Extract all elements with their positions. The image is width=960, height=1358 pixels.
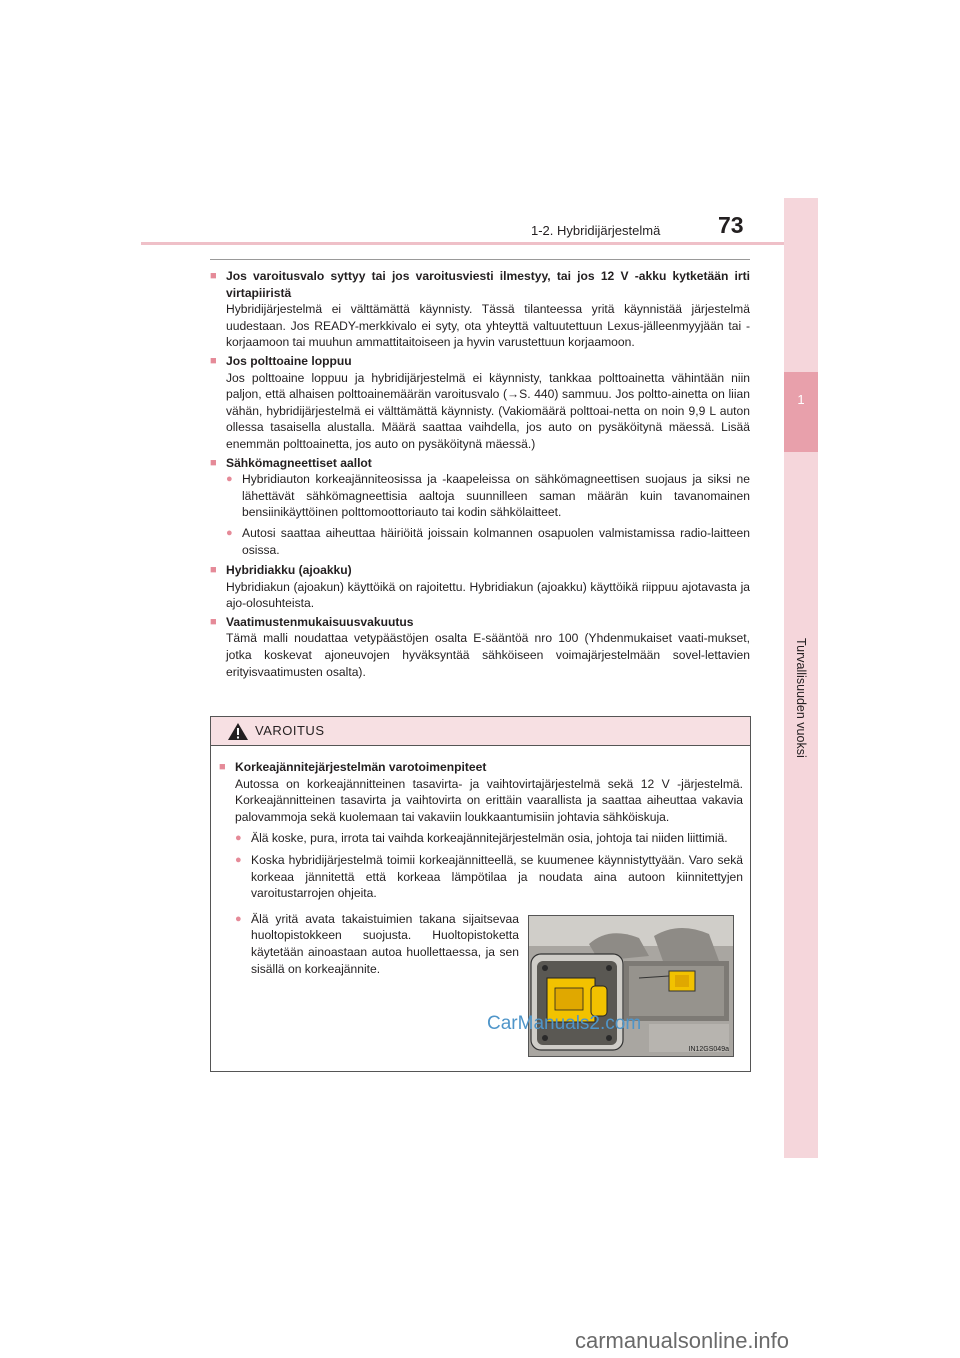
square-bullet-icon: ■	[210, 615, 217, 628]
chapter-side-tab	[784, 198, 818, 1158]
section-block	[210, 562, 750, 612]
warning-header	[211, 717, 750, 746]
section-paragraph: Tämä malli noudattaa vetypäästöjen osalta E-sääntöä nro 100 (Yhdenmukaiset vaati-mukset, jotka koskevat ajoneuvojen hyväksyntää sähköiseen voimajärjestelmään sovel-lettavien erityisvaatimusten osalta).	[226, 631, 750, 679]
section-paragraph: Jos polttoaine loppuu ja hybridijärjestelmä ei käynnisty, tankkaa polttoainetta vähintään niin paljon, että alhaisen polttoainemäärän varoitusvalo (→S. 440) sammuu. Jos poltto-ainetta on liian vähän, hybridijärjestelmä ei välttämättä käynnisty. (Vakiomäärä polttoai-netta on noin 9,9 L auton ollessa tasaisella alustalla. Määrä saattaa vaihdella, jos auto on pysäköitynä mäessä. Lisää enemmän polttoainetta, jos auto on pysäköitynä mäessä.)	[226, 370, 750, 451]
warning-box	[210, 716, 751, 1072]
section-title: 1-2. Hybridijärjestelmä	[531, 223, 661, 238]
round-bullet-icon: ●	[235, 853, 242, 866]
list-item-text: Älä koske, pura, irrota tai vaihda korkeajännitejärjestelmän osia, johtoja tai niiden liittimiä.	[251, 831, 728, 846]
content-top-rule	[210, 259, 750, 260]
section-heading	[210, 353, 750, 370]
image-code: IN12GS049a	[688, 1046, 729, 1053]
list-item-text: Hybridiauton korkeajänniteosissa ja -kaapeleissa on sähkömagneettisen suojaus ja siksi ne lähettävät sähkömagneettisia aaltoja suunnilleen saman määrän kuin tavanomainen bensiinikäyttöinen polttomoottoriauto tai kodin sähkölaitteet.	[242, 472, 750, 520]
section-block	[210, 455, 750, 559]
round-bullet-icon: ●	[235, 912, 242, 925]
section-paragraph: Hybridiakun (ajoakun) käyttöikä on rajoitettu. Hybridiakun (ajoakku) käyttöikä riippuu ajotavasta ja ajo-olosuhteista.	[226, 579, 750, 611]
section-block	[210, 353, 750, 453]
section-heading-text: Jos varoitusvalo syttyy tai jos varoitusviesti ilmestyy, tai jos 12 V -akku kytketään irti virtapiiristä	[226, 269, 750, 300]
section-heading-text: Jos polttoaine loppuu	[226, 353, 352, 368]
section-paragraph: Hybridijärjestelmä ei välttämättä käynnisty. Tässä tilanteessa yritä käynnistää järjestelmä uudestaan. Jos READY-merkkivalo ei syty, ota yhteyttä valtuutettuun Lexus-jälleenmyyjään tai -korjaamoon tai muuhun ammattitaitoiseen ja hyvin varustettuun korjaamoon.	[226, 302, 750, 350]
watermark-text: CarManuals2.com	[487, 1013, 642, 1034]
warning-title: VAROITUS	[255, 723, 325, 738]
warning-heading-text: Korkeajännitejärjestelmän varotoimenpiteet	[235, 760, 487, 774]
footer-watermark: carmanualsonline.info	[575, 1328, 790, 1353]
warning-list-item	[235, 830, 743, 847]
list-item-text: Älä yritä avata takaistuimien takana sijaitsevaa huoltopistokkeen suojusta. Huoltopistoketta käytetään ainoastaan autoa huollettaessa, ja sen sisällä on korkeajännite.	[251, 911, 519, 976]
square-bullet-icon: ■	[210, 456, 217, 469]
section-block	[210, 614, 750, 680]
square-bullet-icon: ■	[210, 354, 217, 367]
service-plug-photo	[528, 915, 734, 1057]
chapter-number-box	[784, 372, 818, 452]
list-item-text: Koska hybridijärjestelmä toimii korkeajännitteellä, se kuumenee käynnistyttyään. Varo sekä korkeaa jännitettä että korkeaa lämpötilaa ja noudata aina autoon kiinnitettyjen varoitustarrojen ohjeita.	[251, 852, 743, 901]
round-bullet-icon: ●	[226, 473, 233, 486]
square-bullet-icon: ■	[210, 564, 217, 577]
section-heading-text: Sähkömagneettiset aallot	[226, 455, 372, 470]
warning-heading	[219, 759, 743, 776]
round-bullet-icon: ●	[235, 832, 242, 845]
round-bullet-icon: ●	[226, 526, 233, 539]
list-item-text: Autosi saattaa aiheuttaa häiriöitä joissain kolmannen osapuolen valmistamissa radio-laitteen osissa.	[242, 525, 750, 557]
warning-list-item	[235, 911, 519, 977]
section-heading	[210, 455, 750, 472]
section-heading	[210, 614, 750, 631]
page-number: 73	[718, 212, 744, 238]
list-item	[226, 471, 750, 521]
header-rule	[141, 242, 784, 245]
warning-triangle-icon	[227, 722, 249, 741]
section-block	[210, 268, 750, 351]
chapter-number: 1	[797, 392, 805, 407]
section-heading	[210, 562, 750, 579]
square-bullet-icon: ■	[210, 270, 217, 282]
list-item	[226, 525, 750, 558]
section-heading-text: Vaatimustenmukaisuusvakuutus	[226, 614, 414, 629]
warning-paragraph: Autossa on korkeajännitteinen tasavirta- ja vaihtovirtajärjestelmä sekä 12 V -järjestelmä. Korkeajännitteinen tasavirta ja vaihtovirta on erittäin vaarallista ja saattaa aiheuttaa vakavia palovammoja sekä kuolemaan tai vakaviin loukkaantumisiin johtavia sähköiskuja.	[235, 776, 743, 824]
chapter-title: Turvallisuuden vuoksi	[794, 638, 808, 758]
page-content	[210, 268, 750, 682]
section-heading-text: Hybridiakku (ajoakku)	[226, 563, 352, 578]
section-heading	[210, 268, 750, 301]
square-bullet-icon: ■	[219, 761, 226, 773]
warning-list-item	[235, 852, 743, 902]
service-plug-illustration	[529, 916, 733, 1056]
